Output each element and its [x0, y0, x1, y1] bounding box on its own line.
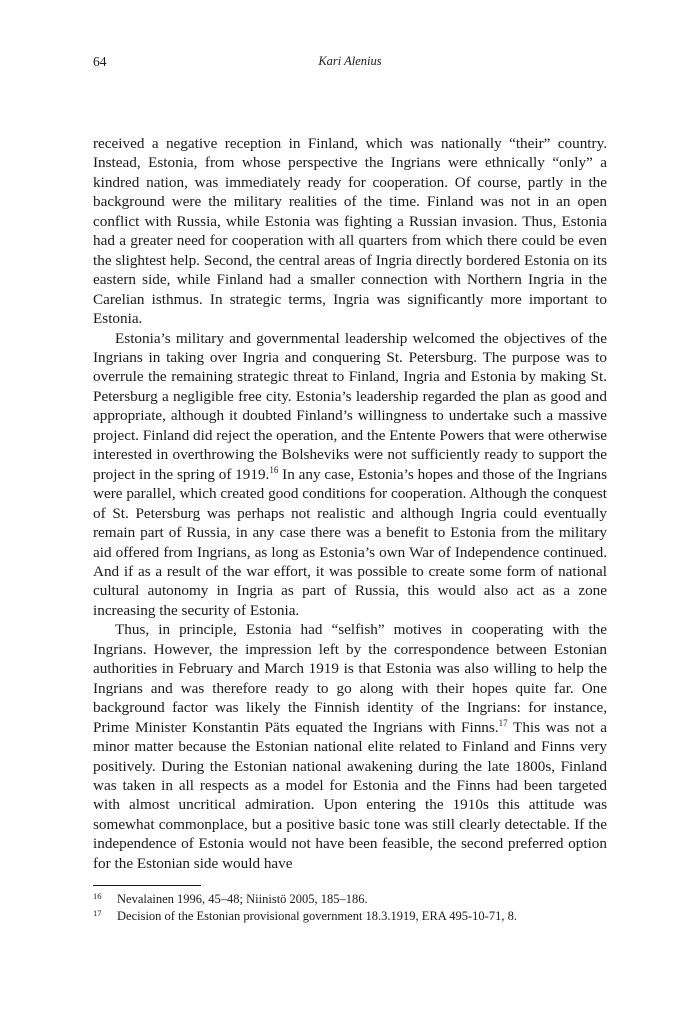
paragraph-2-text-a: Estonia’s military and governmental leadership welcomed the objectives of the Ingrians in taking over Ingria and conquering St. Petersburg. The purpose was to overrule the remaining strategic threat to Finland, Ingria and Estonia by making St. Petersburg a negligible free city. Estonia’s leadership regarded the plan as good and appropriate, although it doubted Finland’s willingness to undertake such a massive project. Finland did reject the operation, and the Entente Powers that were otherwise interested in overthrowing the Bolsheviks were not sufficiently ready to support the project in the spring of 1919.	[93, 329, 607, 483]
running-head	[93, 54, 607, 74]
footnote-17	[93, 908, 607, 925]
paragraph-2	[93, 329, 607, 621]
paragraph-1	[93, 134, 607, 329]
footnote-text: Decision of the Estonian provisional government 18.3.1919, ERA 495-10-71, 8.	[117, 909, 517, 923]
footnote-text: Nevalainen 1996, 45–48; Niinistö 2005, 185–186.	[117, 892, 368, 906]
footnote-number: 16	[93, 891, 102, 901]
paragraph-3-text-b: This was not a minor matter because the Estonian national elite related to Finland and Finns very positively. During the Estonian national awakening during the late 1800s, Finland was taken in all respects as a model for Estonia and the Finns had been targeted with almost uncritical admiration. Upon entering the 1910s this attitude was somewhat commonplace, but a positive basic tone was still clearly detectable. If the independence of Estonia would not have been feasible, the second preferred option for the Estonian side would have	[93, 718, 607, 872]
footnote-16	[93, 891, 607, 908]
running-head-author: Kari Alenius	[318, 54, 382, 68]
paragraph-2-text-b: In any case, Estonia’s hopes and those of the Ingrians were parallel, which created good conditions for cooperation. Although the conquest of St. Petersburg was perhaps not realistic and although Ingria could eventually remain part of Russia, in any case there was a benefit to Estonia from the military aid offered from Ingrians, as long as Estonia’s own War of Independence continued. And if as a result of the war effort, it was possible to create some form of national cultural autonomy in Ingria as part of Russia, this would also act as a zone increasing the security of Estonia.	[93, 465, 607, 619]
paragraph-1-text: received a negative reception in Finland, which was nationally “their” country. Instead, Estonia, from whose perspective the Ingrians were ethnically “only” a kindred nation, was immediately ready for cooperation. Of course, partly in the background were the military realities of the time. Finland was not in an open conflict with Russia, while Estonia was fighting a Russian invasion. Thus, Estonia had a greater need for cooperation with all quarters from which there could be even the slightest help. Second, the central areas of Ingria directly bordered Estonia on its eastern side, while Finland had a smaller connection with Northern Ingria in the Carelian isthmus. In strategic terms, Ingria was significantly more important to Estonia.	[93, 135, 607, 328]
page-number: 64	[93, 54, 107, 69]
paragraph-3	[93, 620, 607, 873]
footnotes	[93, 891, 607, 925]
body-text	[93, 134, 607, 873]
footnote-ref-17[interactable]: 17	[498, 717, 508, 728]
footnote-ref-16[interactable]: 16	[269, 464, 279, 475]
footnote-number: 17	[93, 908, 102, 918]
footnote-divider	[93, 885, 201, 886]
paragraph-3-text-a: Thus, in principle, Estonia had “selfish” motives in cooperating with the Ingrians. However, the impression left by the correspondence between Estonian authorities in February and March 1919 is that Estonia was also willing to help the Ingrians and was therefore ready to go along with their hopes quite far. One background factor was likely the Finnish identity of the Ingrians: for instance, Prime Minister Konstantin Päts equated the Ingrians with Finns.	[93, 621, 607, 736]
